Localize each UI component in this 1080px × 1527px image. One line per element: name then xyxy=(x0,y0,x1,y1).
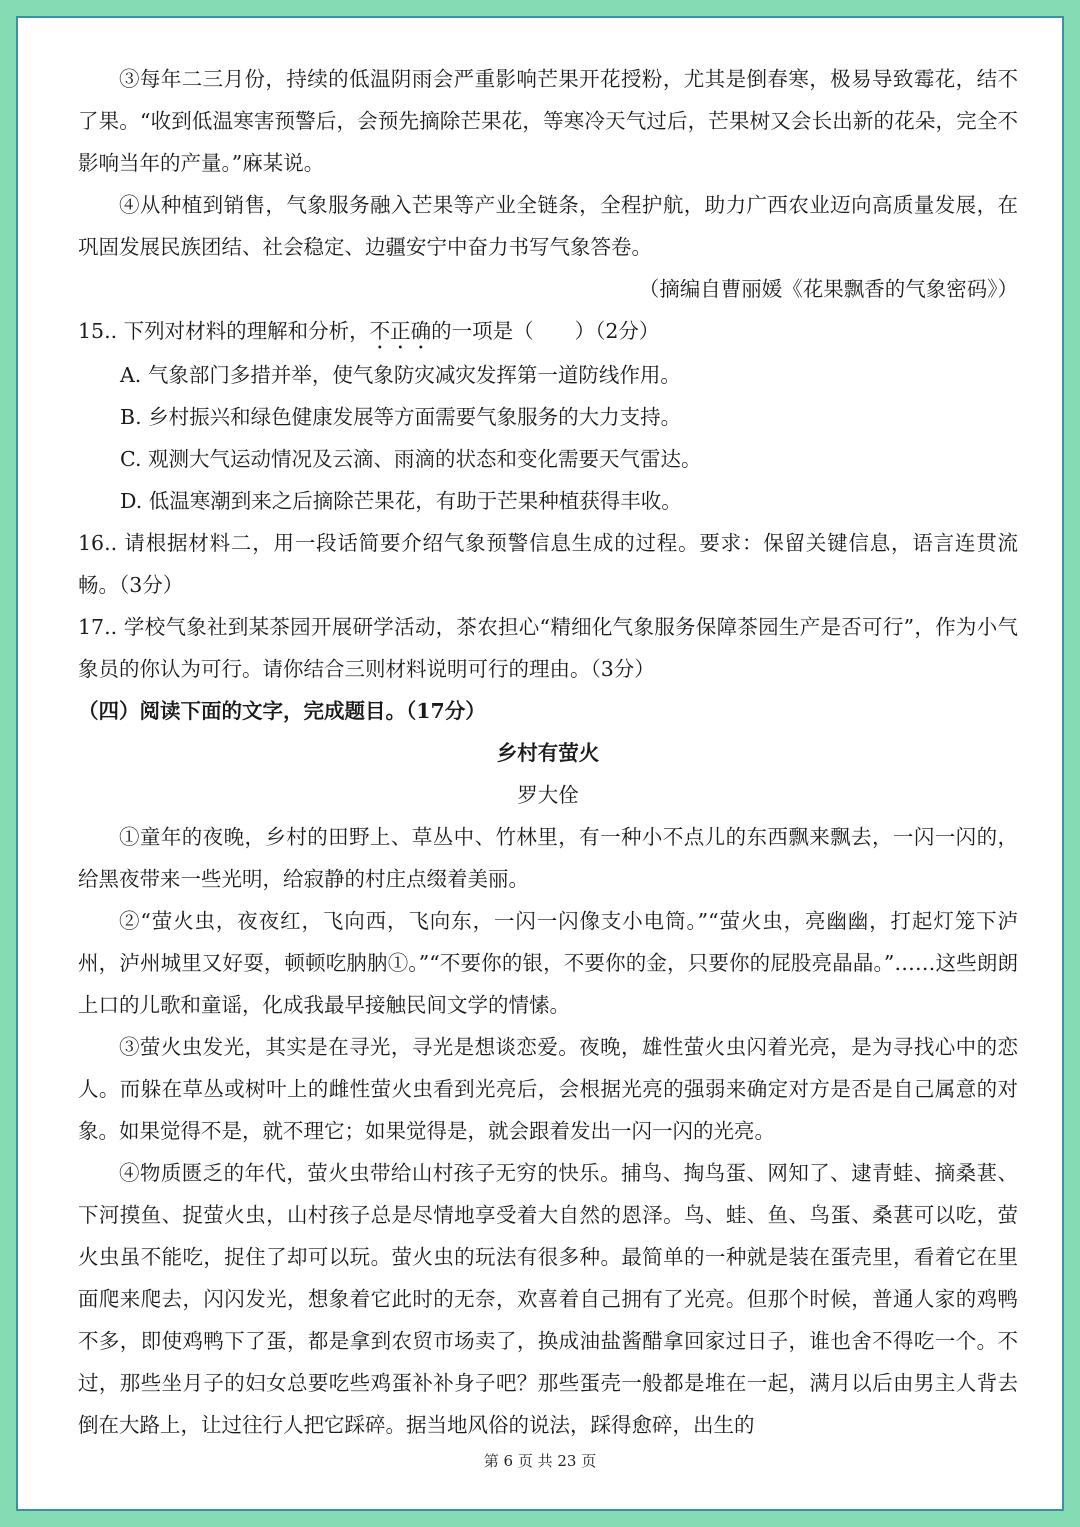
page-content xyxy=(78,58,1018,1446)
passage-paragraph-4: ④从种植到销售，气象服务融入芒果等产业全链条，全程护航，助力广西农业迈向高质量发展，在巩固发展民族团结、社会稳定、边疆安宁中奋力书写气象答卷。 xyxy=(78,193,1018,259)
option-d: D. 低温寒潮到来之后摘除芒果花，有助于芒果种植获得丰收。 xyxy=(120,489,682,513)
option-b: B. 乡村振兴和绿色健康发展等方面需要气象服务的大力支持。 xyxy=(120,405,682,429)
story-paragraph-1: ①童年的夜晚，乡村的田野上、草丛中、竹林里，有一种小不点儿的东西飘来飘去，一闪一闪的，给黑夜带来一些光明，给寂静的村庄点缀着美丽。 xyxy=(78,825,1018,891)
story-paragraph-4: ④物质匮乏的年代，萤火虫带给山村孩子无穷的快乐。捕鸟、掏鸟蛋、网知了、逮青蛙、摘桑葚、下河摸鱼、捉萤火虫，山村孩子总是尽情地享受着大自然的恩泽。鸟、蛙、鱼、鸟蛋、桑葚可以吃，萤火虫虽不能吃，捉住了却可以玩。萤火虫的玩法有很多种。最简单的一种就是装在蛋壳里，看着它在里面爬来爬去，闪闪发光，想象着它此时的无奈，欢喜着自己拥有了光亮。但那个时候，普通人家的鸡鸭不多，即使鸡鸭下了蛋，都是拿到农贸市场卖了，换成油盐酱醋拿回家过日子，谁也舍不得吃一个。不过，那些坐月子的妇女总要吃些鸡蛋补补身子吧？那些蛋壳一般都是堆在一起，满月以后由男主人背去倒在大路上，让过往行人把它踩碎。据当地风俗的说法，踩得愈碎，出生的 xyxy=(78,1161,1018,1437)
option-c: C. 观测大气运动情况及云滴、雨滴的状态和变化需要天气雷达。 xyxy=(120,447,702,471)
emphasis-text: 不正确 xyxy=(369,319,432,343)
option-a: A. 气象部门多措并举，使气象防灾减灾发挥第一道防线作用。 xyxy=(120,363,681,387)
question-15: 15.. 下列对材料的理解和分析，不正确的一项是（ ）（2分） xyxy=(78,319,660,343)
passage-source: （摘编自曹丽媛《花果飘香的气象密码》） xyxy=(638,277,1018,301)
story-author: 罗大佺 xyxy=(517,783,579,807)
question-16: 16.. 请根据材料二，用一段话简要介绍气象预警信息生成的过程。要求：保留关键信息，语言连贯流畅。（3分） xyxy=(78,531,1018,597)
passage-paragraph-3: ③每年二三月份，持续的低温阴雨会严重影响芒果开花授粉，尤其是倒春寒，极易导致霉花，结不了果。“收到低温寒害预警后，会预先摘除芒果花，等寒冷天气过后，芒果树又会长出新的花朵，完全不影响当年的产量。”麻某说。 xyxy=(78,67,1018,175)
document-page xyxy=(18,18,1062,1509)
story-paragraph-2: ②“萤火虫，夜夜红，飞向西，飞向东，一闪一闪像支小电筒。”“萤火虫，亮幽幽，打起灯笼下泸州，泸州城里又好耍，顿顿吃肭肭①。”“不要你的银，不要你的金，只要你的屁股亮晶晶。”……这些朗朗上口的儿歌和童谣，化成我最早接触民间文学的情愫。 xyxy=(78,909,1018,1017)
story-paragraph-3: ③萤火虫发光，其实是在寻光，寻光是想谈恋爱。夜晚，雄性萤火虫闪着光亮，是为寻找心中的恋人。而躲在草丛或树叶上的雌性萤火虫看到光亮后，会根据光亮的强弱来确定对方是否是自己属意的对象。如果觉得不是，就不理它；如果觉得是，就会跟着发出一闪一闪的光亮。 xyxy=(78,1035,1018,1143)
story-title: 乡村有萤火 xyxy=(496,741,600,765)
question-17: 17.. 学校气象社到某茶园开展研学活动，茶农担心“精细化气象服务保障茶园生产是否可行”，作为小气象员的你认为可行。请你结合三则材料说明可行的理由。（3分） xyxy=(78,615,1018,681)
section-heading: （四）阅读下面的文字，完成题目。（17分） xyxy=(78,699,486,723)
page-number: 第 6 页 共 23 页 xyxy=(483,1452,597,1470)
